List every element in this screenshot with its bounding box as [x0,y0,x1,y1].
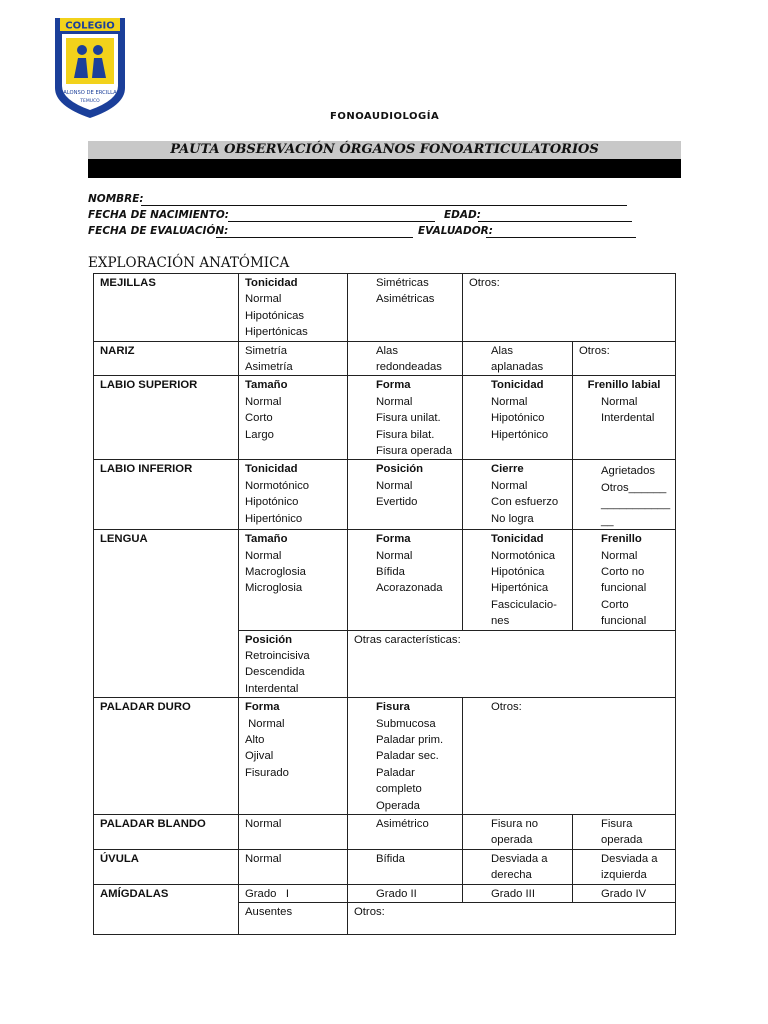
option-text: __ [601,514,614,527]
option-text: Alas [376,344,398,357]
option-text: Normal [376,549,413,562]
fecha-evaluacion-line[interactable] [216,237,413,238]
amigdalas-ausentes-cell[interactable] [239,903,348,935]
evaluador-label: EVALUADOR: [418,225,493,237]
table-row [94,884,676,902]
option-text: Asimetría [245,361,293,374]
fecha-evaluacion-label: FECHA DE EVALUACIÓN: [88,225,229,237]
section-title: EXPLORACIÓN ANATÓMICA [88,255,290,271]
option-text: Fisura [601,818,633,830]
option-text: Microglosia [245,582,303,595]
option-text: Simetría [245,344,288,357]
uvula-desviada-derecha-cell[interactable] [463,849,573,884]
paladar-blando-asimetrico-cell[interactable] [348,815,463,850]
option-text: ___________ [601,498,671,511]
option-text: No logra [491,512,534,525]
logo-bottom-text: TEMUCO [80,99,100,104]
cell-header: Tonicidad [491,533,544,546]
department-label: FONOAUDIOLOGÍA [330,111,440,122]
option-text: Normal [601,549,638,562]
option-text: funcional [601,582,647,595]
option-text: Ojival [245,750,274,763]
option-text: Asimétricas [376,293,435,306]
option-text: Fisurado [245,766,289,779]
uvula-bifida-cell[interactable] [348,849,463,884]
option-text: Interdental [245,682,299,695]
option-text: Hipotónico [245,496,299,509]
option-text: Descendida [245,666,305,679]
row-label-paladar-duro: PALADAR DURO [94,698,239,815]
paladar-blando-normal-cell[interactable] [239,815,348,850]
option-text: Paladar prim. [376,733,444,746]
amigdalas-otros-cell[interactable] [348,903,676,935]
option-text: Agrietados [601,465,656,478]
fecha-nacimiento-line[interactable] [228,221,435,222]
option-text: Fisura bilat. [376,428,435,441]
table-row [94,530,676,630]
labio-inf-posicion-cell[interactable] [348,460,463,530]
amigdalas-grado-4-cell[interactable] [573,884,676,902]
option-text: Grado IV [601,887,647,900]
option-text: Normal [245,717,285,730]
nariz-alas-redondeadas-cell[interactable] [348,341,463,376]
fecha-nacimiento-label: FECHA DE NACIMIENTO: [88,209,229,221]
uvula-normal-cell[interactable] [239,849,348,884]
option-text: Otros______ [601,481,667,494]
anatomic-exploration-table [93,273,676,935]
option-text: izquierda [601,869,647,882]
nombre-label: NOMBRE: [88,193,144,205]
cell-header: Tonicidad [245,463,298,476]
cell-header: Tonicidad [491,379,544,392]
option-text: Hipertónica [491,582,549,595]
mejillas-simetria-cell[interactable] [348,274,463,342]
option-text: Desviada a [491,852,548,865]
option-text: Normal [245,293,282,306]
option-text: Hipotónico [491,412,545,425]
option-text: Submucosa [376,717,436,730]
option-text: Evertido [376,496,418,509]
option-text: Largo [245,428,274,441]
table-row [94,698,676,815]
lengua-posicion-cell[interactable] [239,630,348,698]
amigdalas-grado-3-cell[interactable] [463,884,573,902]
cell-header: Fisura [376,701,410,714]
mejillas-otros-cell[interactable] [463,274,676,342]
option-text: operada [491,834,533,847]
option-text: Retroincisiva [245,649,310,662]
option-text: Grado II [376,887,417,900]
uvula-desviada-izquierda-cell[interactable] [573,849,676,884]
option-text: Normal [245,818,282,830]
logo-top-text: COLEGIO [65,20,115,32]
option-text: Normal [601,395,638,408]
cell-header: Tonicidad [245,277,298,289]
lengua-forma-cell[interactable] [348,530,463,630]
option-text: Corto [601,598,629,611]
cell-header: Forma [376,533,411,546]
labio-inf-otros-cell[interactable] [573,460,676,530]
option-text: Normal [245,549,282,562]
cell-header: Tamaño [245,379,288,392]
option-text: Normotónico [245,479,310,492]
otras-caracteristicas-label: Otras características: [354,633,461,646]
edad-line[interactable] [478,221,632,222]
paladar-duro-fisura-cell[interactable] [348,698,463,815]
labio-inf-tonicidad-cell[interactable] [239,460,348,530]
evaluador-line[interactable] [486,237,636,238]
option-text: Fisura operada [376,445,452,458]
lengua-tonicidad-cell[interactable] [463,530,573,630]
labio-sup-tamano-cell[interactable] [239,376,348,460]
lengua-tamano-cell[interactable] [239,530,348,630]
option-text: aplanadas [491,361,544,374]
labio-inf-cierre-cell[interactable] [463,460,573,530]
lengua-otras-caracteristicas-cell[interactable] [348,630,676,698]
option-text: Bífida [376,565,405,578]
option-text: Operada [376,799,420,812]
option-text: derecha [491,869,532,882]
title-black-bar [88,159,681,178]
option-text: Paladar [376,766,415,779]
option-text: Normal [245,852,282,865]
table-row [94,815,676,850]
row-label-mejillas: MEJILLAS [94,274,239,342]
row-label-lengua: LENGUA [94,530,239,698]
lengua-frenillo-cell[interactable] [573,530,676,630]
option-text: operada [601,834,643,847]
option-text: Alto [245,733,265,746]
option-text: Normal [491,395,528,408]
option-text: funcional [601,615,647,628]
table-row [94,341,676,376]
labio-sup-frenillo-cell[interactable] [573,376,676,460]
option-text: Interdental [601,412,655,425]
cell-header: Forma [245,701,280,714]
row-label-labio-superior: LABIO SUPERIOR [94,376,239,460]
option-text: Acorazonada [376,582,443,595]
paladar-duro-forma-cell[interactable] [239,698,348,815]
form-title: PAUTA OBSERVACIÓN ÓRGANOS FONOARTICULATORIOS [88,141,681,159]
cell-header: Cierre [491,463,524,476]
option-text: Asimétrico [376,818,429,830]
option-text: Grado III [491,887,535,900]
option-text: Normal [491,479,528,492]
nariz-otros-cell[interactable] [573,341,676,376]
option-text: Fasciculacio- [491,598,557,611]
otros-label: Otros: [491,701,522,714]
option-text: Corto [245,412,273,425]
nombre-line[interactable] [141,205,627,206]
option-text: nes [491,615,510,628]
logo-ring-text: ALONSO DE ERCILLA [63,90,117,96]
mejillas-tonicidad-cell[interactable] [239,274,348,342]
table-row [94,849,676,884]
paladar-blando-fisura-operada-cell[interactable] [573,815,676,850]
cell-header: Posición [376,463,424,476]
school-logo [52,16,128,120]
option-text: Fisura no [491,818,539,830]
option-text: Fisura unilat. [376,412,441,425]
otros-label: Otros: [354,906,385,919]
labio-sup-forma-cell[interactable] [348,376,463,460]
table-row [94,376,676,460]
option-text: Con esfuerzo [491,496,559,509]
otros-label: Otros: [469,277,500,289]
option-text: Ausentes [245,906,293,919]
option-text: Alas [491,344,513,357]
labio-sup-tonicidad-cell[interactable] [463,376,573,460]
row-label-amigdalas: AMÍGDALAS [94,884,239,934]
cell-header: Posición [245,633,293,646]
row-label-nariz: NARIZ [94,341,239,376]
option-text: Simétricas [376,277,429,289]
option-text: Hipertónicas [245,326,308,339]
option-text: Normal [245,395,282,408]
amigdalas-grado-1-cell[interactable] [239,884,348,902]
cell-header: Frenillo labial [587,379,661,392]
option-text: Normotónica [491,549,556,562]
table-row [94,460,676,530]
option-text: Hipertónico [491,428,549,441]
edad-label: EDAD: [444,209,481,221]
paladar-blando-fisura-no-operada-cell[interactable] [463,815,573,850]
option-text: Hipertónico [245,512,303,525]
paladar-duro-otros-cell[interactable] [463,698,676,815]
cell-header: Tamaño [245,533,288,546]
nariz-alas-aplanadas-cell[interactable] [463,341,573,376]
option-text: Normal [376,395,413,408]
option-text: Paladar sec. [376,750,439,763]
row-label-paladar-blando: PALADAR BLANDO [94,815,239,850]
cell-header: Frenillo [601,533,642,546]
option-text: completo [376,783,422,796]
option-text: Corto no [601,565,645,578]
otros-label: Otros: [579,344,610,357]
option-text: Hipotónicas [245,309,305,322]
option-text: Hipotónica [491,565,545,578]
table-row [94,274,676,342]
option-text: Macroglosia [245,565,306,578]
school-crest-icon [52,16,128,120]
nariz-simetria-cell[interactable] [239,341,348,376]
option-text: Desviada a [601,852,658,865]
option-text: Grado I [245,887,289,900]
option-text: redondeadas [376,361,442,374]
option-text: Normal [376,479,413,492]
option-text: Bífida [376,852,405,865]
cell-header: Forma [376,379,411,392]
amigdalas-grado-2-cell[interactable] [348,884,463,902]
row-label-labio-inferior: LABIO INFERIOR [94,460,239,530]
row-label-uvula: ÚVULA [94,849,239,884]
